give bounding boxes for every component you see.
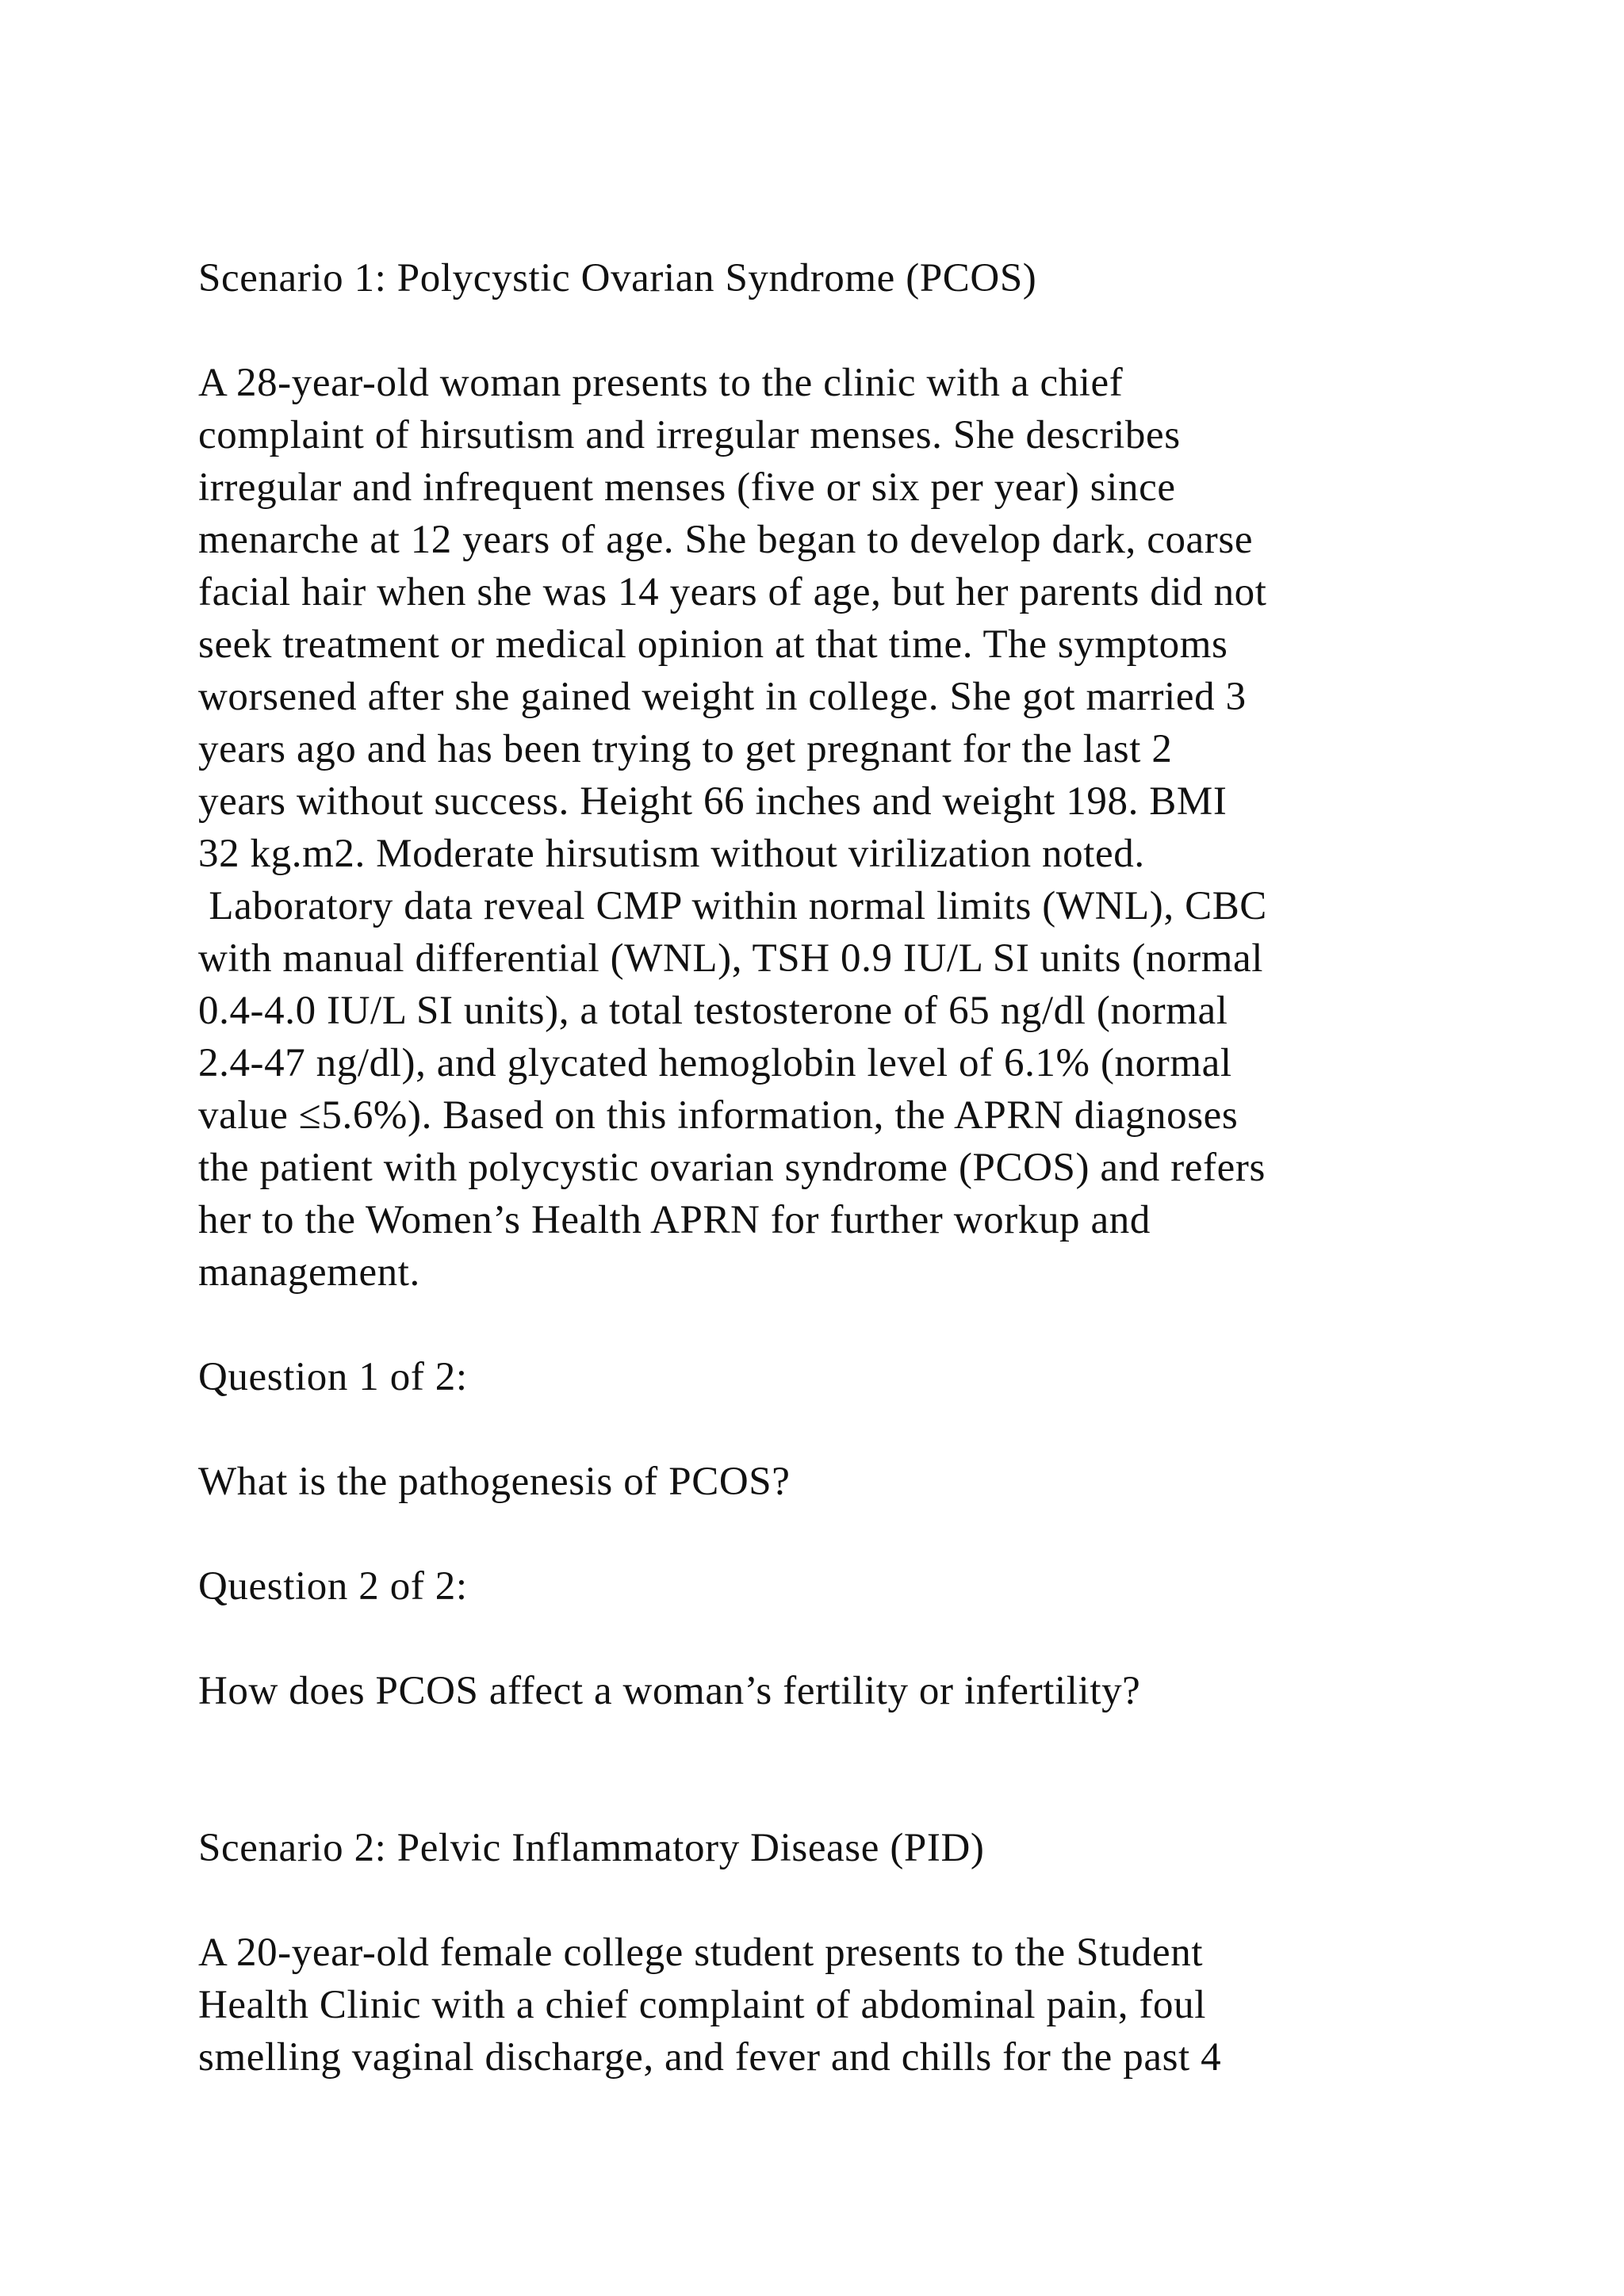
paragraph-line: complaint of hirsutism and irregular menses. She describes	[198, 413, 1181, 457]
spacer	[198, 1874, 1499, 1927]
paragraph-line: menarche at 12 years of age. She began to develop dark, coarse	[198, 518, 1254, 562]
paragraph-line: 32 kg.m2. Moderate hirsutism without virilization noted.	[198, 832, 1145, 876]
question-1-label: Question 1 of 2:	[198, 1355, 468, 1399]
question-1-text: What is the pathogenesis of PCOS?	[198, 1460, 791, 1504]
paragraph-line: Health Clinic with a chief complaint of abdominal pain, foul	[198, 1983, 1207, 2027]
paragraph-line: smelling vaginal discharge, and fever and chills for the past 4	[198, 2035, 1222, 2080]
spacer	[198, 304, 1499, 357]
paragraph-line: 0.4-4.0 IU/L SI units), a total testosterone of 65 ng/dl (normal	[198, 989, 1228, 1033]
paragraph-line: years ago and has been trying to get pregnant for the last 2	[198, 727, 1173, 771]
paragraph-line: with manual differential (WNL), TSH 0.9 IU/L SI units (normal	[198, 936, 1263, 981]
scenario-1-paragraph	[198, 357, 1499, 1299]
spacer	[198, 1613, 1499, 1665]
paragraph-line: worsened after she gained weight in college. She got married 3	[198, 675, 1247, 719]
paragraph-line: seek treatment or medical opinion at that time. The symptoms	[198, 622, 1228, 667]
spacer	[198, 1299, 1499, 1351]
paragraph-line: value ≤5.6%). Based on this information, the APRN diagnoses	[198, 1093, 1239, 1138]
spacer	[198, 1717, 1499, 1822]
paragraph-line: management.	[198, 1250, 420, 1295]
question-2-text: How does PCOS affect a woman’s fertility or infertility?	[198, 1669, 1141, 1713]
scenario-1-title: Scenario 1: Polycystic Ovarian Syndrome (PCOS)	[198, 256, 1037, 300]
paragraph-line: her to the Women’s Health APRN for further workup and	[198, 1198, 1151, 1242]
paragraph-line: years without success. Height 66 inches and weight 198. BMI	[198, 779, 1228, 824]
scenario-2-title: Scenario 2: Pelvic Inflammatory Disease (PID)	[198, 1826, 985, 1870]
paragraph-line: facial hair when she was 14 years of age, but her parents did not	[198, 570, 1267, 614]
scenario-2-paragraph	[198, 1927, 1499, 2084]
paragraph-line: Laboratory data reveal CMP within normal limits (WNL), CBC	[198, 884, 1267, 928]
paragraph-line: A 20-year-old female college student presents to the Student	[198, 1931, 1204, 1975]
paragraph-line: the patient with polycystic ovarian syndrome (PCOS) and refers	[198, 1146, 1266, 1190]
spacer	[198, 1508, 1499, 1560]
question-2-label: Question 2 of 2:	[198, 1564, 468, 1609]
paragraph-line: A 28-year-old woman presents to the clinic with a chief	[198, 361, 1124, 405]
paragraph-line: irregular and infrequent menses (five or six per year) since	[198, 465, 1176, 510]
document-body	[198, 252, 1499, 2084]
paragraph-line: 2.4-47 ng/dl), and glycated hemoglobin level of 6.1% (normal	[198, 1041, 1232, 1085]
spacer	[198, 1403, 1499, 1456]
